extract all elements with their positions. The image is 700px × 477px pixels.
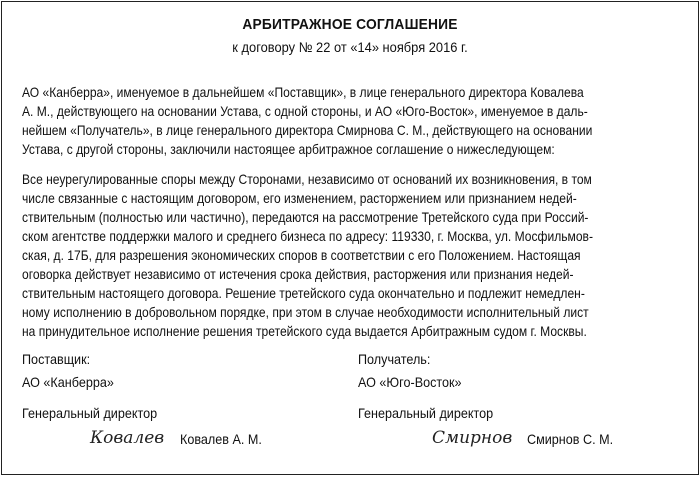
- document-page: [1, 1, 699, 475]
- recipient-org: АО «Юго-Восток»: [358, 374, 462, 390]
- recipient-signatory-name: Смирнов С. М.: [527, 431, 614, 447]
- clause-line: ствительным (полностью или частично), передаются на рассмотрение Третейского суда при Россий-: [22, 209, 589, 225]
- clause-line: ская, д. 17Б, для разрешения экономических споров в соответствии с его Положением. Настоящая: [22, 247, 581, 263]
- arbitration-clause-paragraph: [22, 170, 677, 341]
- recipient-signature: Смирнов: [432, 428, 513, 448]
- preamble-paragraph: [22, 83, 677, 159]
- document-subtitle: к договору № 22 от «14» ноября 2016 г.: [232, 39, 468, 55]
- recipient-position: Генеральный директор: [358, 405, 494, 421]
- preamble-line: А. М., действующего на основании Устава, с одной стороны, и АО «Юго-Восток», именуемое в даль-: [22, 103, 588, 119]
- clause-line: ному исполнению в добровольном порядке, при этом в случае необходимости исполнительный лист: [22, 304, 589, 320]
- clause-line: ствительным настоящего договора. Решение третейского суда окончательно и подлежит немедлен-: [22, 285, 585, 301]
- recipient-label: Получатель:: [358, 351, 431, 367]
- clause-line: оговорка действует независимо от истечения срока действия, расторжения или признания недей-: [22, 266, 574, 282]
- supplier-position: Генеральный директор: [22, 405, 158, 421]
- supplier-signatory-name: Ковалев А. М.: [180, 431, 262, 447]
- supplier-label: Поставщик:: [22, 351, 91, 367]
- supplier-signature: Ковалев: [90, 428, 165, 448]
- supplier-org: АО «Канберра»: [22, 374, 114, 390]
- preamble-line: Устава, с другой стороны, заключили настоящее арбитражное соглашение о нижеследующем:: [22, 141, 555, 157]
- clause-line: Все неурегулированные споры между Сторонами, независимо от оснований их возникновения, в том: [22, 171, 592, 187]
- document-title: АРБИТРАЖНОЕ СОГЛАШЕНИЕ: [242, 16, 458, 33]
- clause-line: числе связанные с настоящим договором, его изменением, расторжением или признанием недей-: [22, 190, 577, 206]
- clause-line: на принудительное исполнение решения третейского суда выдается Арбитражным судом г. Москвы.: [22, 323, 587, 339]
- clause-line: ском агентстве поддержки малого и среднего бизнеса по адресу: 119330, г. Москва, ул. Мосфильмов-: [22, 228, 593, 244]
- preamble-line: АО «Канберра», именуемое в дальнейшем «Поставщик», в лице генерального директора Ковалева: [22, 84, 584, 100]
- preamble-line: нейшем «Получатель», в лице генерального директора Смирнова С. М., действующего на основании: [22, 122, 593, 138]
